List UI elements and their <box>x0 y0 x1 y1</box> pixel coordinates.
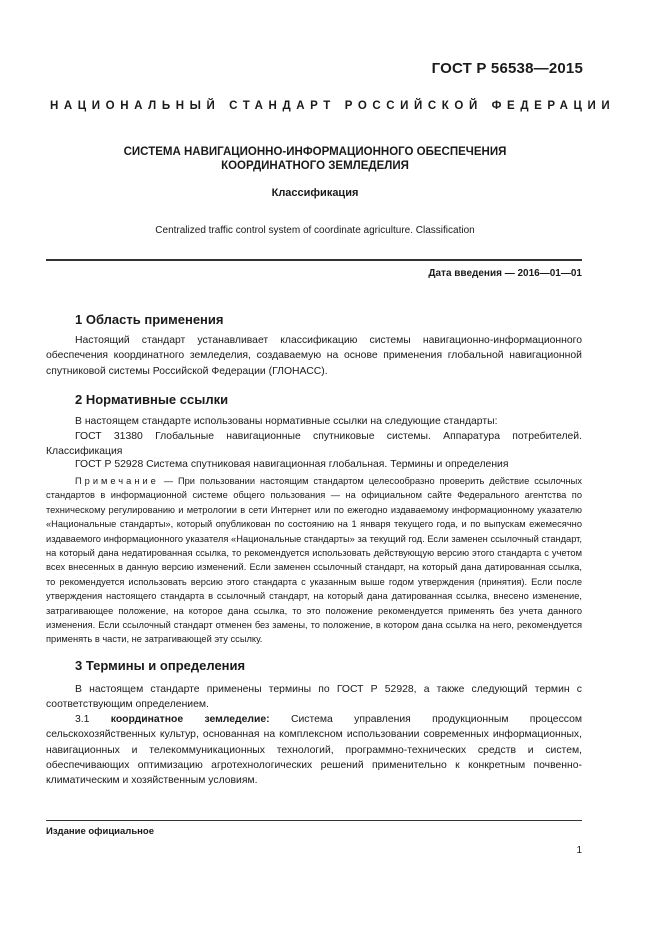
introduction-date: Дата введения — 2016—01—01 <box>428 268 582 279</box>
document-subtitle: Классификация <box>271 187 359 199</box>
national-standard-banner: НАЦИОНАЛЬНЫЙ СТАНДАРТ РОССИЙСКОЙ ФЕДЕРАЦИИ <box>50 100 616 112</box>
section-2-intro: В настоящем стандарте использованы нормативные ссылки на следующие стандарты: <box>75 416 498 427</box>
note-label: Примечание <box>75 476 159 486</box>
reference-gost-31380: ГОСТ 31380 Глобальные навигационные спутниковые системы. Аппаратура потребителей. Классификация <box>46 431 582 458</box>
note-text: — При пользовании настоящим стандартом целесообразно проверить действие ссылочных стандартов в информационной системе общего пользования — на официальном сайте Федерального агентства по техническому регулированию и метрологии в сети Интернет или по ежегодно издаваемому информационному указателю «Национальные стандарты», который опубликован по состоянию на 1 января текущего года, и по выпускам ежемесячно издаваемого информационного указателя «Национальные стандарты» за текущий год. Если заменен ссылочный стандарт, на который дана недатированная ссылка, то рекомендуется использовать действующую версию этого стандарта с учетом всех внесенных в данную версию изменений. Если заменен ссылочный стандарт, на который дана датированная ссылка, то рекомендуется использовать версию этого стандарта с указанным выше годом утверждения (принятия). Если после утверждения настоящего стандарта в ссылочный стандарт, на который дана датированная ссылка, внесено изменение, затрагивающее положение, на которое дана ссылка, то это положение рекомендуется применять без учета данного изменения. Если ссылочный стандарт отменен без замены, то положение, в котором дана ссылка на него, рекомендуется применять в части, не затрагивающей эту ссылку. <box>46 476 582 645</box>
reference-gost-r-52928: ГОСТ Р 52928 Система спутниковая навигационная глобальная. Термины и определения <box>75 459 509 470</box>
section-3-heading: 3 Термины и определения <box>75 658 246 673</box>
section-2-heading: 2 Нормативные ссылки <box>75 392 229 407</box>
section-1-heading: 1 Область применения <box>75 312 224 327</box>
official-edition-label: Издание официальное <box>46 826 154 837</box>
footer-divider <box>46 820 582 821</box>
title-line-1: СИСТЕМА НАВИГАЦИОННО-ИНФОРМАЦИОННОГО ОБЕСПЕЧЕНИЯ <box>123 146 507 158</box>
section-1-text: Настоящий стандарт устанавливает классификацию системы навигационно-информационного обеспечения координатного земледелия, создаваемую на основе применения глобальной навигационной спутниковой системы Российской Федерации (ГЛОНАСС). <box>46 335 582 377</box>
document-title <box>50 145 580 173</box>
references-note <box>46 474 582 647</box>
section-3-intro: В настоящем стандарте применены термины по ГОСТ Р 52928, а также следующий термин с соответствующим определением. <box>46 684 582 711</box>
page-number: 1 <box>576 845 582 856</box>
term-3-1 <box>46 712 582 788</box>
title-line-2: КООРДИНАТНОГО ЗЕМЛЕДЕЛИЯ <box>221 160 409 172</box>
header-divider <box>46 259 582 261</box>
standard-number: ГОСТ Р 56538—2015 <box>431 60 583 77</box>
term-name: координатное земледелие: <box>110 714 270 725</box>
english-title: Centralized traffic control system of coordinate agriculture. Classification <box>155 225 475 236</box>
term-definition: Система управления продукционным процессом сельскохозяйственных культур, основанная на комплексном использовании современных информационных, навигационных и телекоммуникационных технологий, программно-технических средств и систем, обеспечивающих оптимизацию агротехнологических решений применительно к конкретным почвенно-климатическим и хозяйственным условиям. <box>46 714 583 787</box>
term-number: 3.1 <box>75 714 90 725</box>
